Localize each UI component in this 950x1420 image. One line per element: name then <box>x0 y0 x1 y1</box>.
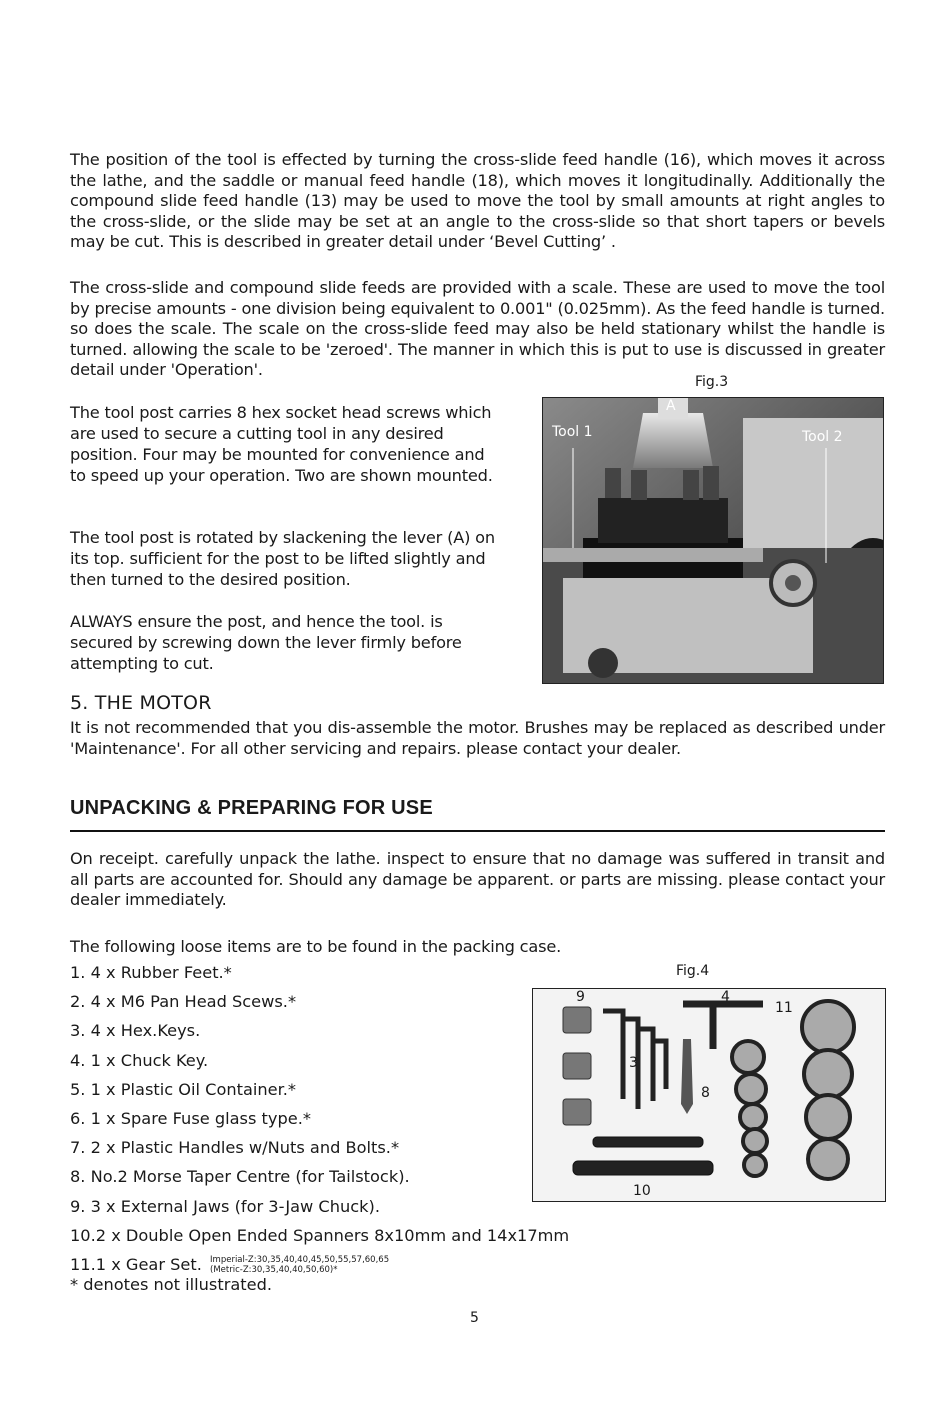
list-item: 9. 3 x External Jaws (for 3-Jaw Chuck). <box>70 1196 380 1216</box>
loose-items-list <box>70 963 569 1284</box>
paragraph-loose-items: The following loose items are to be found in the packing case. <box>70 937 562 956</box>
fig3-label-a: A <box>666 398 676 414</box>
list-item: 4. 1 x Chuck Key. <box>70 1050 209 1070</box>
list-item: 8. No.2 Morse Taper Centre (for Tailstock). <box>70 1167 410 1187</box>
list-item: 6. 1 x Spare Fuse glass type.* <box>70 1108 311 1128</box>
fig3-photo <box>542 397 884 684</box>
list-item: 2. 4 x M6 Pan Head Scews.* <box>70 992 297 1012</box>
page-number: 5 <box>470 1310 479 1326</box>
fig3-label-tool2: Tool 2 <box>802 429 843 445</box>
gear-set-label: 11.1 x Gear Set. <box>70 1254 202 1274</box>
list-item: 5. 1 x Plastic Oil Container.* <box>70 1079 296 1099</box>
list-item: 7. 2 x Plastic Handles w/Nuts and Bolts.* <box>70 1138 400 1158</box>
fig4-label-9: 9 <box>576 989 585 1005</box>
fig4-label-3: 3 <box>629 1055 638 1071</box>
heading-divider <box>70 830 885 832</box>
fig4-photo <box>532 988 886 1202</box>
paragraph-rotate-post: The tool post is rotated by slackening the lever (A) on its top. sufficient for the post to be lifted slightly and then turned to the desired position. <box>70 528 495 589</box>
fig4-label-4: 4 <box>721 989 730 1005</box>
paragraph-unpack: On receipt. carefully unpack the lathe. inspect to ensure that no damage was suffered in transit and all parts are accounted for. Should any damage be apparent. or parts are missing. please contact your dealer immediately. <box>70 849 885 909</box>
paragraph-motor: It is not recommended that you dis-assemble the motor. Brushes may be replaced as described under 'Maintenance'. For all other servicing and repairs. please contact your dealer. <box>70 718 885 758</box>
list-item: 1. 4 x Rubber Feet.* <box>70 963 232 982</box>
paragraph-scale: The cross-slide and compound slide feeds are provided with a scale. These are used to move the tool by precise amounts - one division being equivalent to 0.001" (0.025mm). As the feed handle is turned. so does the scale. The scale on the cross-slide feed may also be held stationary whilst the handle is turned. allowing the scale to be 'zeroed'. The manner in which this is put to use is discussed in greater detail under 'Operation'. <box>70 278 885 379</box>
fig3-label-tool1: Tool 1 <box>552 424 593 440</box>
fig4-label-8: 8 <box>701 1085 710 1101</box>
paragraph-tool-post: The tool post carries 8 hex socket head screws which are used to secure a cutting tool in any desired position. Four may be mounted for convenience and to speed up your operation. Two are shown mounted. <box>70 403 493 485</box>
fig3-caption: Fig.3 <box>695 374 729 390</box>
unpacking-heading: UNPACKING & PREPARING FOR USE <box>70 797 433 819</box>
paragraph-always-ensure: ALWAYS ensure the post, and hence the tool. is secured by screwing down the lever firmly before attempting to cut. <box>70 612 462 673</box>
list-item: 3. 4 x Hex.Keys. <box>70 1021 201 1041</box>
gear-set-note <box>210 1255 389 1275</box>
footnote: * denotes not illustrated. <box>70 1275 273 1294</box>
gear-set-metric: (Metric-Z:30,35,40,40,50,60)* <box>210 1265 338 1276</box>
fig4-caption: Fig.4 <box>676 963 710 979</box>
fig4-label-10: 10 <box>633 1183 651 1199</box>
list-item: 10.2 x Double Open Ended Spanners 8x10mm and 14x17mm <box>70 1225 570 1245</box>
motor-heading: 5. THE MOTOR <box>70 692 212 714</box>
gear-set-imperial: Imperial-Z:30,35,40,40,45,50,55,57,60,65 <box>210 1255 390 1266</box>
fig4-label-11: 11 <box>775 1000 793 1016</box>
paragraph-tool-position: The position of the tool is effected by turning the cross-slide feed handle (16), which moves it across the lathe, and the saddle or manual feed handle (18), which moves it longitudinally. Additionally the compound slide feed handle (13) may be used to move the tool by small amounts at right angles to the cross-slide, or the slide may be set at an angle to the cross-slide so that short tapers or bevels may be cut. This is described in greater detail under ‘Bevel Cutting’ . <box>70 150 885 251</box>
